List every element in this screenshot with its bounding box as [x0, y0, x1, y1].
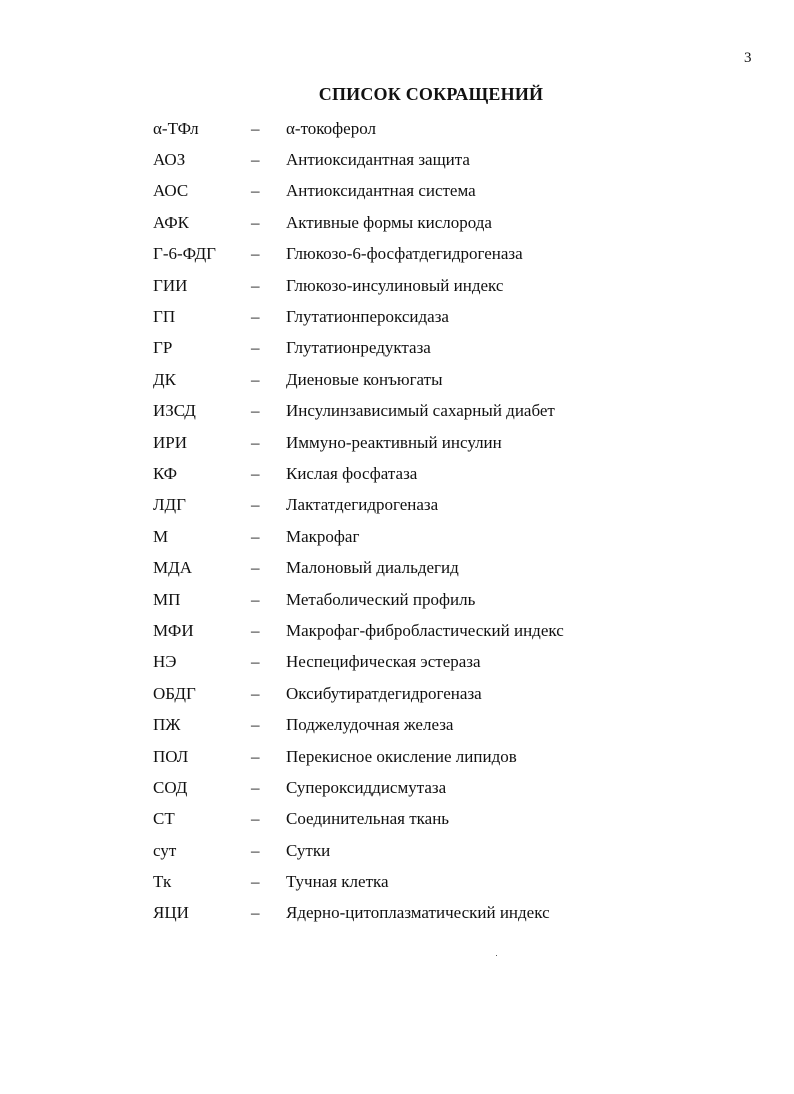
abbreviation: АОЗ	[153, 150, 186, 170]
definition: Супероксиддисмутаза	[286, 777, 447, 797]
abbreviation: ЯЦИ	[153, 903, 189, 923]
dash-separator: –	[251, 181, 260, 201]
page-number: 3	[744, 50, 752, 66]
definition: Инсулинзависимый сахарный диабет	[286, 401, 555, 421]
abbreviation: ГП	[153, 307, 176, 327]
abbreviation: НЭ	[153, 652, 177, 672]
definition: Глутатионредуктаза	[286, 338, 431, 358]
definition: Глюкозо-6-фосфатдегидрогеназа	[286, 244, 523, 264]
list-item	[153, 678, 564, 709]
abbreviation: ДК	[153, 369, 176, 389]
list-item	[153, 396, 564, 427]
abbreviation: М	[153, 526, 169, 546]
list-item	[153, 741, 564, 772]
list-item	[153, 552, 564, 583]
dash-separator: –	[251, 809, 260, 829]
list-item	[153, 615, 564, 646]
abbreviation: МДА	[153, 558, 192, 578]
list-item	[153, 709, 564, 740]
page-title: СПИСОК СОКРАЩЕНИЙ	[318, 84, 544, 104]
abbreviation: АОС	[153, 181, 189, 201]
dash-separator: –	[251, 244, 260, 264]
dash-separator: –	[251, 369, 260, 389]
dash-separator: –	[251, 715, 260, 735]
dash-separator: –	[251, 307, 260, 327]
definition: Антиоксидантная защита	[286, 150, 470, 170]
definition: Неспецифическая эстераза	[286, 652, 481, 672]
dash-separator: –	[251, 746, 260, 766]
list-item	[153, 835, 564, 866]
abbreviation: ПОЛ	[153, 746, 189, 766]
list-item	[153, 176, 564, 207]
definition: Иммуно-реактивный инсулин	[286, 432, 502, 452]
list-item	[153, 301, 564, 332]
list-item	[153, 113, 564, 144]
abbreviation-list	[153, 113, 564, 929]
dash-separator: –	[251, 118, 260, 138]
dash-separator: –	[251, 872, 260, 892]
definition: Кислая фосфатаза	[286, 463, 418, 483]
definition: Оксибутиратдегидрогеназа	[286, 683, 482, 703]
dash-separator: –	[251, 558, 260, 578]
abbreviation: МП	[153, 589, 181, 609]
dash-separator: –	[251, 526, 260, 546]
scan-speck	[496, 955, 497, 956]
dash-separator: –	[251, 620, 260, 640]
abbreviation: СОД	[153, 777, 188, 797]
definition: Лактатдегидрогеназа	[286, 495, 439, 515]
list-item	[153, 364, 564, 395]
dash-separator: –	[251, 401, 260, 421]
abbreviation: СТ	[153, 809, 175, 829]
list-item	[153, 772, 564, 803]
definition: Перекисное окисление липидов	[286, 746, 517, 766]
dash-separator: –	[251, 432, 260, 452]
abbreviation: ПЖ	[153, 715, 181, 735]
definition: Макрофаг	[286, 526, 360, 546]
list-item	[153, 804, 564, 835]
dash-separator: –	[251, 840, 260, 860]
definition: Ядерно-цитоплазматический индекс	[286, 903, 550, 923]
abbreviation: ОБДГ	[153, 683, 196, 703]
dash-separator: –	[251, 212, 260, 232]
dash-separator: –	[251, 652, 260, 672]
definition: Соединительная ткань	[286, 809, 450, 829]
definition: Активные формы кислорода	[286, 212, 492, 232]
abbreviation: КФ	[153, 463, 178, 483]
definition: Диеновые конъюгаты	[286, 369, 443, 389]
dash-separator: –	[251, 463, 260, 483]
dash-separator: –	[251, 683, 260, 703]
list-item	[153, 427, 564, 458]
list-item	[153, 333, 564, 364]
definition: Тучная клетка	[286, 872, 389, 892]
list-item	[153, 898, 564, 929]
abbreviation: ИРИ	[153, 432, 188, 452]
list-item	[153, 270, 564, 301]
definition: Сутки	[286, 840, 331, 860]
list-item	[153, 866, 564, 897]
dash-separator: –	[251, 777, 260, 797]
list-item	[153, 239, 564, 270]
definition: Макрофаг-фибробластический индекс	[286, 620, 564, 640]
list-item	[153, 521, 564, 552]
definition: α-токоферол	[286, 118, 376, 138]
dash-separator: –	[251, 589, 260, 609]
list-item	[153, 584, 564, 615]
abbreviation: Тк	[153, 872, 172, 892]
dash-separator: –	[251, 338, 260, 358]
list-item	[153, 647, 564, 678]
definition: Поджелудочная железа	[286, 715, 454, 735]
definition: Глюкозо-инсулиновый индекс	[286, 275, 504, 295]
definition: Малоновый диальдегид	[286, 558, 459, 578]
abbreviation: ЛДГ	[153, 495, 186, 515]
list-item	[153, 207, 564, 238]
dash-separator: –	[251, 495, 260, 515]
definition: Антиоксидантная система	[286, 181, 476, 201]
abbreviation: сут	[153, 840, 177, 860]
abbreviation: Г-6-ФДГ	[153, 244, 217, 264]
dash-separator: –	[251, 150, 260, 170]
abbreviation: АФК	[153, 212, 189, 232]
dash-separator: –	[251, 275, 260, 295]
list-item	[153, 458, 564, 489]
definition: Глутатионпероксидаза	[286, 307, 449, 327]
abbreviation: МФИ	[153, 620, 194, 640]
abbreviation: α-ТФл	[153, 118, 199, 138]
list-item	[153, 490, 564, 521]
definition: Метаболический профиль	[286, 589, 476, 609]
abbreviation: ИЗСД	[153, 401, 196, 421]
abbreviation: ГР	[153, 338, 173, 358]
abbreviation: ГИИ	[153, 275, 188, 295]
list-item	[153, 144, 564, 175]
dash-separator: –	[251, 903, 260, 923]
